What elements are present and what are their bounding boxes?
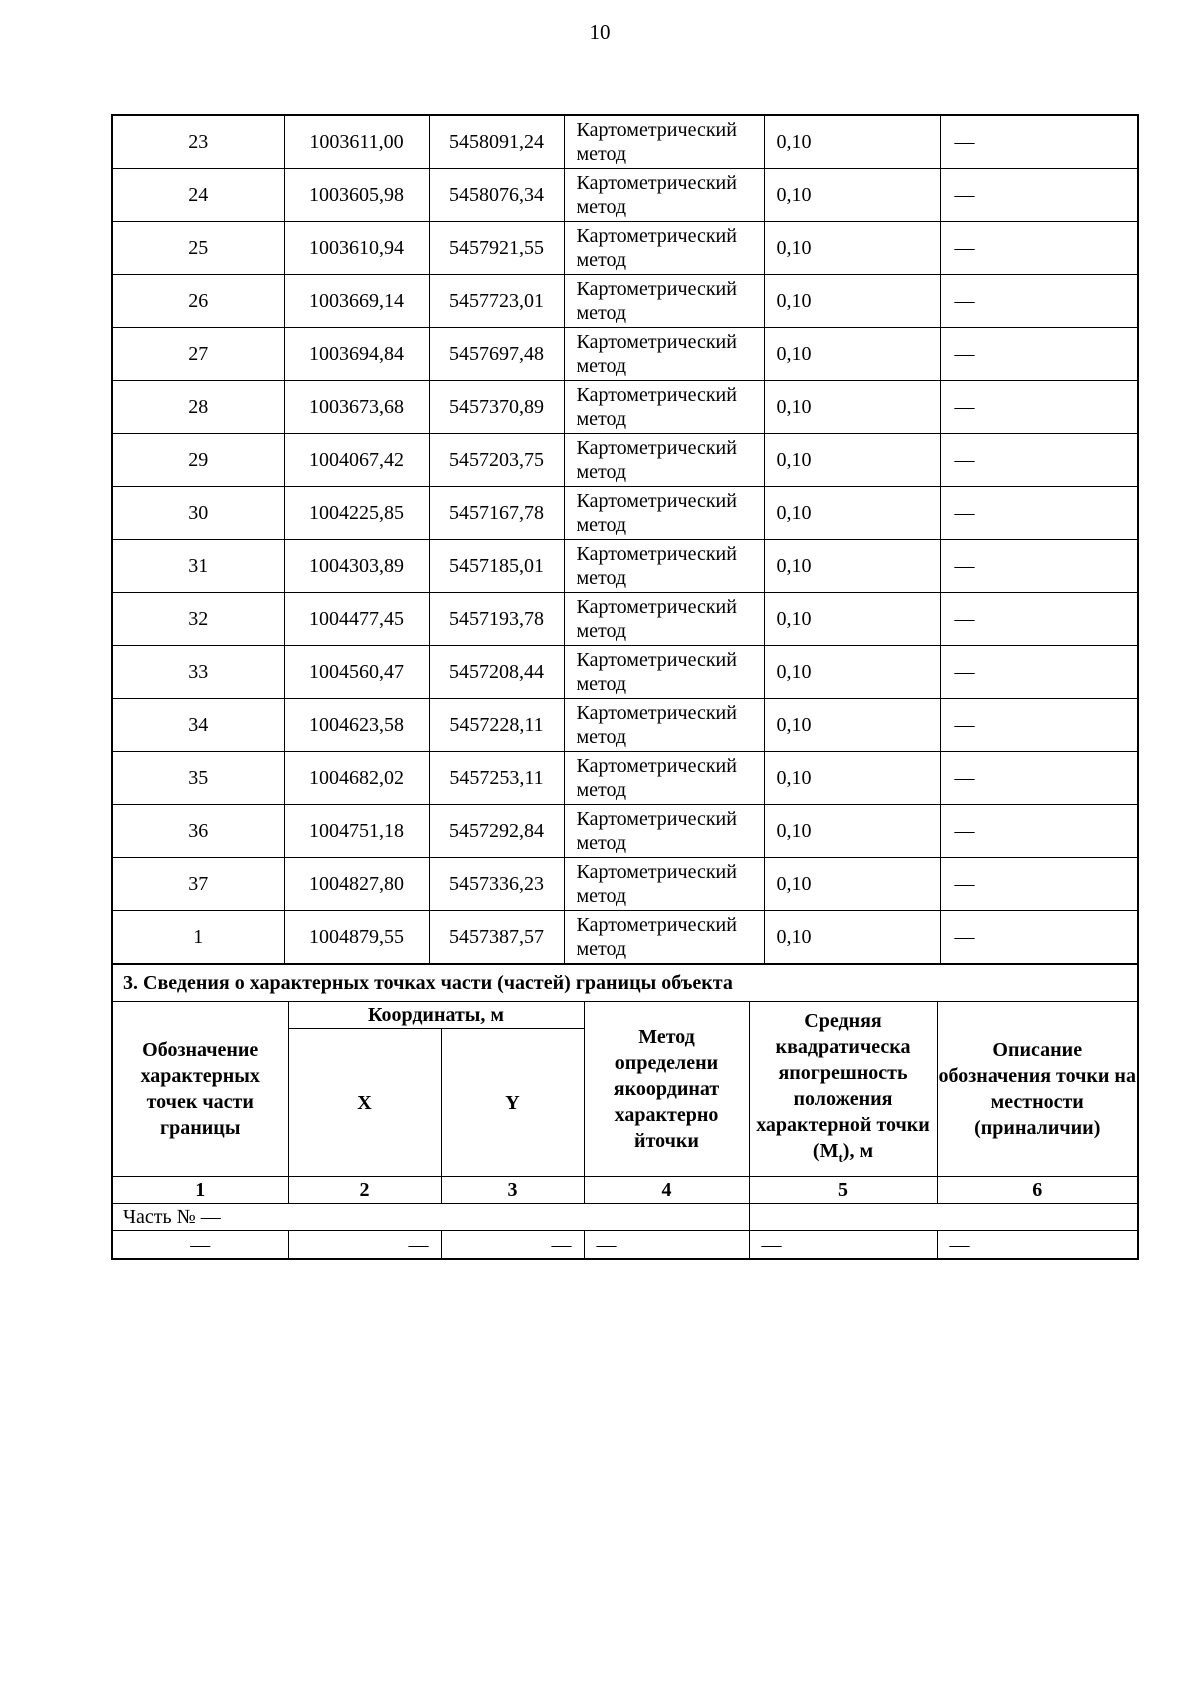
table-row: [112, 168, 1138, 221]
cell-point: 32: [112, 592, 284, 645]
cell-method: Картометрический метод: [564, 221, 764, 274]
cell-point: 25: [112, 221, 284, 274]
cell-point: 34: [112, 698, 284, 751]
cell-point: 26: [112, 274, 284, 327]
cell-method: Картометрический метод: [564, 380, 764, 433]
page-number: 10: [589, 20, 611, 44]
cell-x: 1004827,80: [284, 857, 429, 910]
cell-description: —: [940, 327, 1138, 380]
table-row: [112, 274, 1138, 327]
cell-mean-error: 0,10: [764, 910, 940, 963]
header-method: Метод определени якоординат характерно йточки: [584, 1002, 749, 1177]
header-x: X: [288, 1029, 441, 1177]
table-row: [112, 327, 1138, 380]
column-numbers-row: [112, 1177, 1138, 1204]
cell-mean-error: 0,10: [764, 168, 940, 221]
cell-mean-error: 0,10: [764, 221, 940, 274]
cell-method: Картометрический метод: [564, 751, 764, 804]
cell-y: 5457167,78: [429, 486, 564, 539]
cell-x: 1003673,68: [284, 380, 429, 433]
cell-point: 24: [112, 168, 284, 221]
cell-y: 5457253,11: [429, 751, 564, 804]
cell-point: 36: [112, 804, 284, 857]
cell-mean-error: 0,10: [764, 486, 940, 539]
cell-point: 30: [112, 486, 284, 539]
table-row: [112, 698, 1138, 751]
cell-mean-error: 0,10: [764, 751, 940, 804]
column-number: 1: [112, 1177, 288, 1204]
cell-mean-error: 0,10: [764, 115, 940, 168]
cell-method: Картометрический метод: [564, 857, 764, 910]
cell-mean-error: 0,10: [764, 592, 940, 645]
cell-method: Картометрический метод: [564, 433, 764, 486]
cell-description: —: [940, 433, 1138, 486]
cell-mean-error: 0,10: [764, 380, 940, 433]
header-mean-error-sub: t: [838, 1149, 843, 1165]
cell-method: Картометрический метод: [564, 486, 764, 539]
cell-description: —: [940, 645, 1138, 698]
cell-y: —: [441, 1231, 584, 1260]
cell-method: Картометрический метод: [564, 645, 764, 698]
cell-mean-error: 0,10: [764, 804, 940, 857]
cell-y: 5457193,78: [429, 592, 564, 645]
cell-x: 1003694,84: [284, 327, 429, 380]
cell-y: 5457370,89: [429, 380, 564, 433]
cell-x: 1004225,85: [284, 486, 429, 539]
cell-method: —: [584, 1231, 749, 1260]
cell-x: 1004751,18: [284, 804, 429, 857]
cell-y: 5457203,75: [429, 433, 564, 486]
table-row: [112, 592, 1138, 645]
table-row: [112, 857, 1138, 910]
cell-y: 5457723,01: [429, 274, 564, 327]
cell-description: —: [940, 804, 1138, 857]
table-row: [112, 115, 1138, 168]
column-number: 6: [937, 1177, 1138, 1204]
cell-point: 29: [112, 433, 284, 486]
header-mean-error-unit: ), м: [842, 1139, 874, 1162]
part-label-empty: [749, 1204, 1138, 1231]
cell-point: 31: [112, 539, 284, 592]
cell-method: Картометрический метод: [564, 592, 764, 645]
part-label: Часть № —: [112, 1204, 749, 1231]
cell-point: 28: [112, 380, 284, 433]
cell-y: 5457336,23: [429, 857, 564, 910]
cell-method: Картометрический метод: [564, 115, 764, 168]
cell-y: 5458076,34: [429, 168, 564, 221]
cell-y: 5457697,48: [429, 327, 564, 380]
cell-x: 1004067,42: [284, 433, 429, 486]
cell-x: 1004477,45: [284, 592, 429, 645]
header-description: Описание обозначения точки на местности (приналичии): [937, 1002, 1138, 1177]
cell-y: 5457921,55: [429, 221, 564, 274]
section-title: 3. Сведения о характерных точках части (частей) границы объекта: [112, 964, 1138, 1002]
table-row: [112, 380, 1138, 433]
header-mean-error-text: Средняя квадратическа япогрешность положения характерной точки (М: [756, 1009, 930, 1162]
header-point-designation: Обозначение характерных точек части границы: [112, 1002, 288, 1177]
cell-x: 1003611,00: [284, 115, 429, 168]
cell-point: 23: [112, 115, 284, 168]
cell-y: 5458091,24: [429, 115, 564, 168]
table-row: [112, 751, 1138, 804]
cell-description: —: [940, 698, 1138, 751]
cell-mean-error: 0,10: [764, 327, 940, 380]
boundary-points-table: [111, 114, 1139, 964]
cell-description: —: [940, 857, 1138, 910]
cell-x: 1004879,55: [284, 910, 429, 963]
cell-method: Картометрический метод: [564, 539, 764, 592]
cell-description: —: [940, 274, 1138, 327]
table-row: [112, 804, 1138, 857]
cell-description: —: [940, 539, 1138, 592]
cell-y: 5457292,84: [429, 804, 564, 857]
cell-description: —: [940, 910, 1138, 963]
cell-description: —: [940, 168, 1138, 221]
cell-x: 1004623,58: [284, 698, 429, 751]
cell-method: Картометрический метод: [564, 327, 764, 380]
part-boundary-table: [111, 963, 1139, 1260]
cell-point: 27: [112, 327, 284, 380]
cell-point: —: [112, 1231, 288, 1260]
cell-method: Картометрический метод: [564, 910, 764, 963]
cell-description: —: [940, 592, 1138, 645]
header-y: Y: [441, 1029, 584, 1177]
cell-mean-error: 0,10: [764, 857, 940, 910]
cell-x: 1004682,02: [284, 751, 429, 804]
cell-point: 35: [112, 751, 284, 804]
table-row: [112, 486, 1138, 539]
cell-point: 1: [112, 910, 284, 963]
cell-description: —: [940, 221, 1138, 274]
cell-method: Картометрический метод: [564, 168, 764, 221]
column-number: 2: [288, 1177, 441, 1204]
cell-description: —: [937, 1231, 1138, 1260]
cell-mean-error: 0,10: [764, 274, 940, 327]
cell-x: 1003610,94: [284, 221, 429, 274]
cell-mean-error: 0,10: [764, 698, 940, 751]
cell-x: 1004560,47: [284, 645, 429, 698]
cell-y: 5457228,11: [429, 698, 564, 751]
cell-mean-error: 0,10: [764, 433, 940, 486]
cell-mean-error: 0,10: [764, 645, 940, 698]
header-mean-error: [749, 1002, 937, 1177]
cell-description: —: [940, 486, 1138, 539]
column-number: 5: [749, 1177, 937, 1204]
cell-method: Картометрический метод: [564, 804, 764, 857]
empty-part-row: [112, 1231, 1138, 1260]
cell-mean-error: 0,10: [764, 539, 940, 592]
column-number: 4: [584, 1177, 749, 1204]
cell-x: —: [288, 1231, 441, 1260]
cell-x: 1004303,89: [284, 539, 429, 592]
cell-method: Картометрический метод: [564, 698, 764, 751]
table-row: [112, 221, 1138, 274]
table-row: [112, 645, 1138, 698]
cell-mean-error: —: [749, 1231, 937, 1260]
cell-y: 5457208,44: [429, 645, 564, 698]
cell-x: 1003669,14: [284, 274, 429, 327]
cell-description: —: [940, 751, 1138, 804]
cell-method: Картометрический метод: [564, 274, 764, 327]
cell-x: 1003605,98: [284, 168, 429, 221]
cell-description: —: [940, 380, 1138, 433]
cell-point: 33: [112, 645, 284, 698]
table-row: [112, 539, 1138, 592]
cell-y: 5457185,01: [429, 539, 564, 592]
column-number: 3: [441, 1177, 584, 1204]
cell-point: 37: [112, 857, 284, 910]
cell-description: —: [940, 115, 1138, 168]
cell-y: 5457387,57: [429, 910, 564, 963]
table-row: [112, 910, 1138, 963]
header-coordinates: Координаты, м: [288, 1002, 584, 1029]
table-row: [112, 433, 1138, 486]
